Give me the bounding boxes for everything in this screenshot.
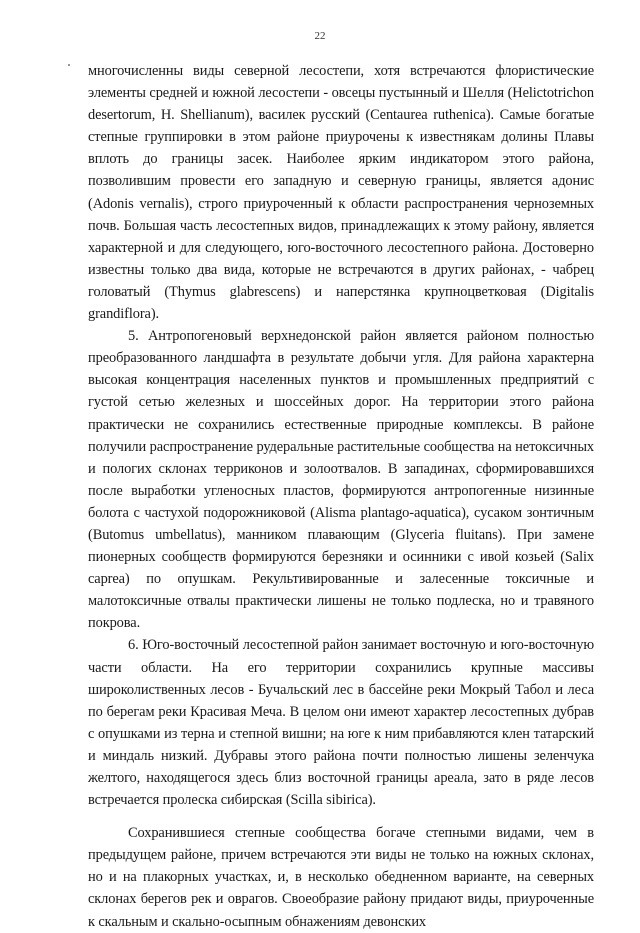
scan-speck xyxy=(68,64,70,66)
paragraph-district-5: 5. Антропогеновый верхнедонской район является районом полностью преобразованного ландшафта в результате добычи угля. Для района характерна высокая концентрация населенных пунктов и промышленных предприятий с густой сетью железных и шоссейных дорог. На территории этого района практически не сохранились естественные природные комплексы. В районе получили распространение рудеральные растительные сообщества на нетоксичных и пологих склонах терриконов и золоотвалов. В западинах, сформировавшихся после выработки угленосных пластов, формируются антропогенные низинные болота с частухой подорожниковой (Alisma plantago-aquatica), сусаком зонтичным (Butomus umbellatus), манником плавающим (Glyceria fluitans). При замене пионерных сообществ формируются березняки и осинники с ивой козьей (Salix caprea) по опушкам. Рекультивированные и залесенные токсичные и малотоксичные отвалы практически лишены не только подлеска, но и травяного покрова. xyxy=(88,328,594,632)
paragraph-continuation: многочисленны виды северной лесостепи, хотя встречаются флористические элементы средней и южной лесостепи - овсецы пустынный и Шелля (Helictotrichon desertorum, H. Shellianum), василек русский (Centaurea ruthenica). Самые богатые степные группировки в этом районе приурочены к известнякам долины Плавы вплоть до границы засек. Наиболее ярким индикатором этого района, позволившим провести его западную и северную границы, является адонис (Adonis vernalis), строго приуроченный к области распространения черноземных почв. Большая часть лесостепных видов, принадлежащих к этому району, является характерной и для следующего, юго-восточного лесостепного района. Достоверно известны только два вида, которые не встречаются в других районах, - чабрец головатый (Thymus glabrescens) и наперстянка крупноцветковая (Digitalis grandiflora). xyxy=(88,63,594,323)
text-body xyxy=(88,60,594,933)
paragraph-steppe-communities: Сохранившиеся степные сообщества богаче степными видами, чем в предыдущем районе, причем встречаются эти виды не только на южных склонах, но и на плакорных участках, и, в несколько обедненном варианте, на северных склонах берегов рек и оврагов. Своеобразие району придают виды, приуроченные к скальным и скально-осыпным обнажениям девонских xyxy=(88,825,594,930)
paragraph-district-6: 6. Юго-восточный лесостепной район занимает восточную и юго-восточную части области. На его территории сохранились крупные массивы широколиственных лесов - Бучальский лес в бассейне реки Мокрый Табол и леса по берегам реки Красивая Меча. В целом они имеют характер лесостепных дубрав с опушками из терна и степной вишни; на юге к ним прибавляются клен татарский и миндаль низкий. Дубравы этого района почти полностью лишены зеленчука желтого, находящегося здесь близ восточной границы ареала, зато в ряде лесов встречается пролеска сибирская (Scilla sibirica). xyxy=(88,637,594,809)
page-number: 22 xyxy=(314,30,326,42)
